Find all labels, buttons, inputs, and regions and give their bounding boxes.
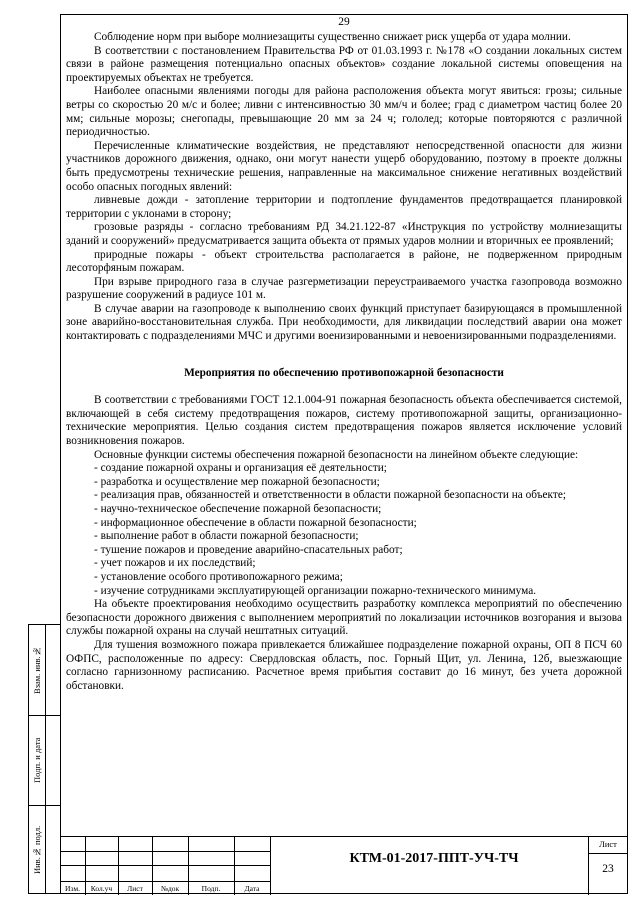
paragraph: На объекте проектирования необходимо осуществить разработку комплекса мероприятий по обеспечению безопасности дорожного движения с выполнением мероприятий по локализации источников возгорания и вызова службы пожарной охраны на случай нештатных ситуаций. [66,598,622,638]
list-item: - учет пожаров и их последствий; [94,557,256,570]
col-data-label: Дата [244,884,260,893]
paragraph: Перечисленные климатические воздействия, не представляют непосредственной опасности для жизни участников дорожного движения, однако, они могут нанести ущерб оборудованию, поэтому в проекте должны быть предусмотрены технические решения, направленные на максимальное снижение негативных воздействий особо опасных погодных явлений: [66,139,622,193]
list-item: - изучение сотрудниками эксплуатирующей организации пожарно-технического минимума. [94,584,537,597]
list-item: - разработка и осуществление мер пожарной безопасности; [94,475,380,488]
list-item: - установление особого противопожарного режима; [94,570,343,583]
title-block [60,836,628,895]
paragraph: ливневые дожди - затопление территории и подтопление фундаментов предотвращается планировкой территории с уклонами в сторону; [66,194,622,220]
sheet-label: Лист [599,839,617,849]
paragraph: природные пожары - объект строительства располагается в районе, не подверженном природным лесоторфяным пожарам. [66,248,622,275]
paragraph: В случае аварии на газопроводе к выполнению своих функций приступает базирующаяся в промышленной зоне аварийно-восстановительная служба. При необходимости, для ликвидации последствий аварии она может контактировать с подразделениями МЧС и другими военизированными и невоенизированными подразделениями. [66,302,622,343]
title-block-divider [270,837,271,895]
list-item: - тушение пожаров и проведение аварийно-спасательных работ; [94,543,403,556]
col-list-label: Лист [127,884,143,893]
document-body [66,31,622,693]
title-block-divider [588,837,589,895]
section-heading: Мероприятия по обеспечению противопожарной безопасности [184,366,504,379]
paragraph: В соответствии с требованиями ГОСТ 12.1.004-91 пожарная безопасность объекта обеспечивается системой, включающей в себя систему предотвращения пожаров, систему противопожарной защиты, организационно-технические мероприятия. Целью создания систем предотвращения пожаров является исключение условий возникновения пожаров. [66,394,622,448]
paragraph: Наиболее опасными явлениями погоды для района расположения объекта могут явиться: грозы; сильные ветры со скоростью 20 м/с и более; ливни с интенсивностью 30 мм/ч и более; град с диаметром частиц более 20 мм; сильные морозы; снегопады, превышающие 20 мм за 24 ч; гололед; которые повторяются с различной периодичностью. [66,85,622,139]
title-block-divider [588,853,628,854]
paragraph: Основные функции системы обеспечения пожарной безопасности на линейном объекте следующие: [94,448,579,461]
paragraph: В соответствии с постановлением Правительства РФ от 01.03.1993 г. №178 «О создании локальных систем связи в районе размещения потенциально опасных объектов» создание локальной системы оповещения на проектируемых объектах не требуется. [66,44,622,84]
sheet-number: 23 [602,863,614,875]
document-code: КТМ-01-2017-ППТ-УЧ-ТЧ [349,851,519,866]
col-podp-label: Подп. [201,884,221,893]
page-number: 29 [338,16,350,28]
title-block-divider [60,865,270,866]
col-ndok-label: №док [160,884,180,893]
paragraph: грозовые разряды - согласно требованиям РД 34.21.122-87 «Инструкция по устройству молниезащиты зданий и сооружений» предусматривается защита объекта от прямых ударов молнии и вторичных ее проявлений; [66,221,622,247]
title-block-divider [60,851,270,852]
list-item: - информационное обеспечение в области пожарной безопасности; [94,516,417,529]
original-inv-label: Инв.№ подл. [32,825,42,875]
title-block-divider [60,881,270,882]
paragraph: При взрыве природного газа в случае разгерметизации переустраиваемого участка газопровода возможно разрушение сооружений в радиусе 101 м. [66,275,622,302]
list-item: - научно-техническое обеспечение пожарной безопасности; [94,503,382,515]
paragraph: Соблюдение норм при выборе молниезащиты существенно снижает риск ущерба от удара молнии. [94,31,571,43]
col-koluch-label: Кол.уч [90,884,113,893]
col-izm-label: Изм. [65,884,80,893]
paragraph: Для тушения возможного пожара привлекается ближайшее подразделение пожарной охраны, ОП 8 ПСЧ 60 ОФПС, расположенные по адресу: Свердловская область, пос. Горный Щит, ул. Ленина, 12б, выезжающие согласно гарнизонному расписанию. Расчетное время прибытия составит до 16 минут, без учета дорожной обстановки. [66,638,622,692]
side-stamp [28,624,60,894]
replace-inv-label: Взам. инв.№ [32,646,42,694]
list-item: - создание пожарной охраны и организация её деятельности; [94,462,387,475]
list-item: - выполнение работ в области пожарной безопасности; [94,530,359,543]
sign-date-label: Подп. и дата [32,737,42,783]
list-item: - реализация прав, обязанностей и ответственности в области пожарной безопасности на объекте; [94,489,566,502]
